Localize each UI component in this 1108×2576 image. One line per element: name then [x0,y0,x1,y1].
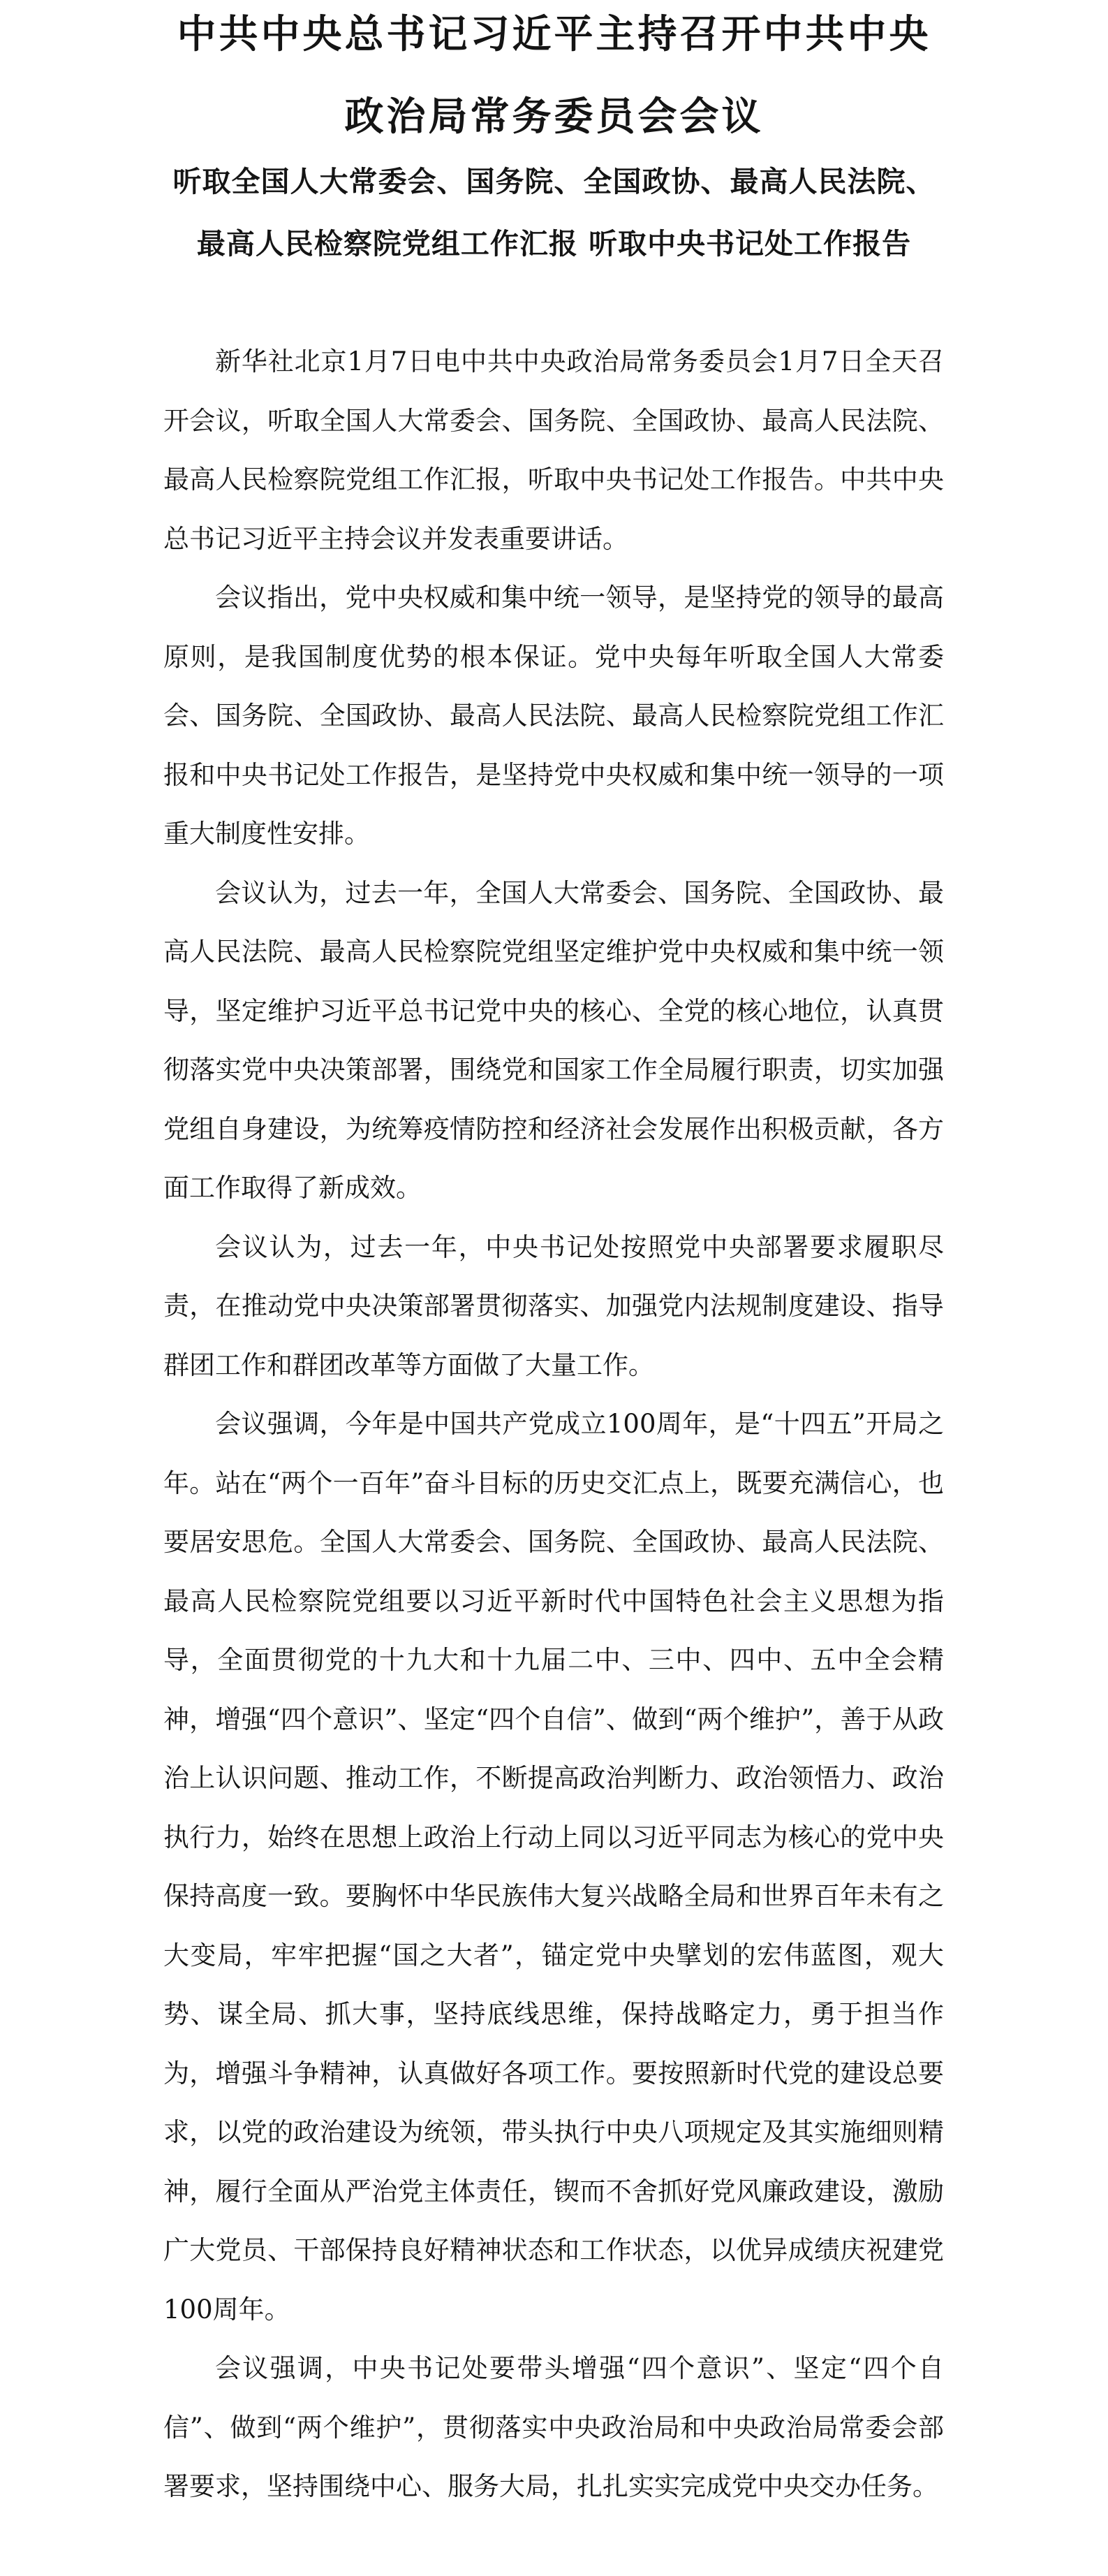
paragraph: 会议强调，今年是中国共产党成立100周年，是“十四五”开局之年。站在“两个一百年”奋斗目标的历史交汇点上，既要充满信心，也要居安思危。全国人大常委会、国务院、全国政协、最高人民法院、最高人民检察院党组要以习近平新时代中国特色社会主义思想为指导，全面贯彻党的十九大和十九届二中、三中、四中、五中全会精神，增强“四个意识”、坚定“四个自信”、做到“两个维护”，善于从政治上认识问题、推动工作，不断提高政治判断力、政治领悟力、政治执行力，始终在思想上政治上行动上同以习近平同志为核心的党中央保持高度一致。要胸怀中华民族伟大复兴战略全局和世界百年未有之大变局，牢牢把握“国之大者”，锚定党中央擘划的宏伟蓝图，观大势、谋全局、抓大事，坚持底线思维，保持战略定力，勇于担当作为，增强斗争精神，认真做好各项工作。要按照新时代党的建设总要求，以党的政治建设为统领，带头执行中央八项规定及其实施细则精神，履行全面从严治党主体责任，锲而不舍抓好党风廉政建设，激励广大党员、干部保持良好精神状态和工作状态，以优异成绩庆祝建党100周年。 [163,1409,944,2325]
subheadline-line-2: 最高人民检察院党组工作汇报 听取中央书记处工作报告 [196,227,912,261]
headline-line-2: 政治局常务委员会会议 [344,94,764,140]
paragraph: 会议认为，过去一年，全国人大常委会、国务院、全国政协、最高人民法院、最高人民检察院党组坚定维护党中央权威和集中统一领导，坚定维护习近平总书记党中央的核心、全党的核心地位，认真贯彻落实党中央决策部署，围绕党和国家工作全局履行职责，切实加强党组自身建设，为统筹疫情防控和经济社会发展作出积极贡献，各方面工作取得了新成效。 [163,877,944,1203]
paragraph: 会议指出，党中央权威和集中统一领导，是坚持党的领导的最高原则，是我国制度优势的根本保证。党中央每年听取全国人大常委会、国务院、全国政协、最高人民法院、最高人民检察院党组工作汇报和中央书记处工作报告，是坚持党中央权威和集中统一领导的一项重大制度性安排。 [163,583,944,849]
paragraph: 会议强调，中央书记处要带头增强“四个意识”、坚定“四个自信”、做到“两个维护”，贯彻落实中央政治局和中央政治局常委会部署要求，坚持围绕中心、服务大局，扎扎实实完成党中央交办任务。 [163,2353,944,2501]
article-body [163,332,944,2517]
paragraph: 新华社北京1月7日电中共中央政治局常务委员会1月7日全天召开会议，听取全国人大常委会、国务院、全国政协、最高人民法院、最高人民检察院党组工作汇报，听取中央书记处工作报告。中共中央总书记习近平主持会议并发表重要讲话。 [163,346,944,554]
subheadline-line-1: 听取全国人大常委会、国务院、全国政协、最高人民法院、 [172,165,936,198]
headline-line-1: 中共中央总书记习近平主持召开中共中央 [177,11,931,57]
paragraph: 会议认为，过去一年，中央书记处按照党中央部署要求履职尽责，在推动党中央决策部署贯彻落实、加强党内法规制度建设、指导群团工作和群团改革等方面做了大量工作。 [163,1231,944,1380]
